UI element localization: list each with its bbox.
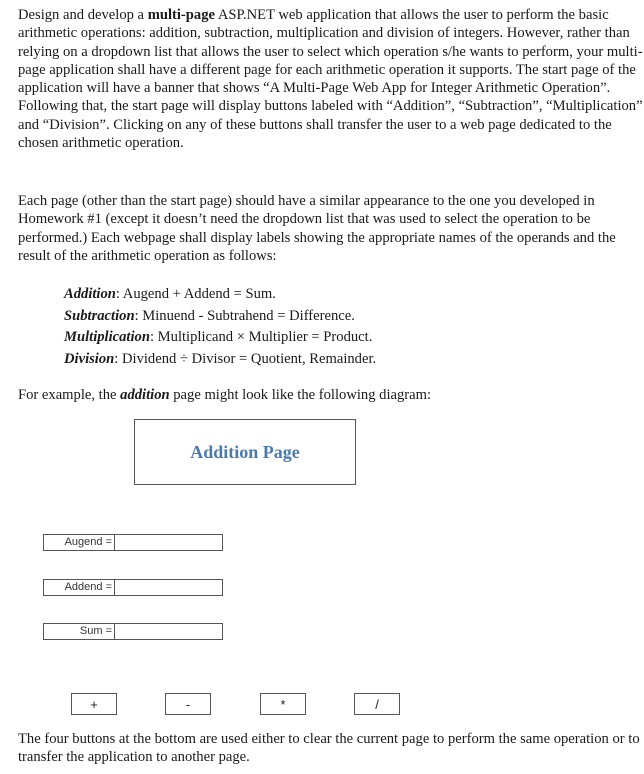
subtract-button: - — [165, 693, 211, 715]
add-button: + — [71, 693, 117, 715]
example-text-start: For example, the — [18, 387, 121, 403]
formula-addition — [64, 284, 376, 306]
intro-paragraph — [18, 6, 644, 152]
formula-multiplication-name: Multiplication — [64, 329, 150, 345]
formula-addition-name: Addition — [64, 286, 116, 302]
example-emphasis: addition — [120, 387, 170, 403]
intro-text-rest: ASP.NET web application that allows the user to perform the basic arithmetic operations: addition, subtraction, multiplication and division of integers. However, rather than relying on a dropdown list that allows the user to select which operation s/he wants to perform, your multi-page application shall have a different page for each arithmetic operation it supports. The start page of the application will have a banner that shows “A Multi-Page Web App for Integer Arithmetic Operation”. Following that, the start page will display buttons labeled with “Addition”, “Subtraction”, “Multiplication” and “Division”. Clicking on any of these buttons shall transfer the user to a web page dedicated to the chosen arithmetic operation. — [18, 7, 643, 152]
formula-list — [64, 284, 376, 370]
addend-label: Addend = — [44, 580, 115, 595]
formula-division-text: : Dividend ÷ Divisor = Quotient, Remainder. — [114, 350, 377, 367]
intro-text-start: Design and develop a — [18, 7, 148, 23]
formula-multiplication-text: : Multiplicand × Multiplier = Product. — [149, 329, 373, 345]
formula-division-name: Division — [64, 350, 115, 367]
augend-input — [115, 535, 222, 550]
sum-output — [115, 624, 222, 639]
addend-input — [115, 580, 222, 595]
augend-field — [43, 534, 223, 551]
diagram-banner-title: Addition Page — [190, 441, 300, 462]
formula-multiplication — [64, 327, 376, 349]
intro-emphasis: multi-page — [147, 7, 215, 23]
formula-subtraction-name: Subtraction — [64, 307, 135, 324]
formula-subtraction — [64, 306, 376, 328]
formula-division — [64, 349, 376, 371]
formula-addition-text: : Augend + Addend = Sum. — [115, 286, 276, 302]
divide-button: / — [354, 693, 400, 715]
diagram-banner — [134, 419, 356, 485]
addend-field — [43, 579, 223, 596]
formula-subtraction-text: : Minuend - Subtrahend = Difference. — [134, 307, 355, 324]
multiply-button: * — [260, 693, 306, 715]
closing-paragraph: The four buttons at the bottom are used either to clear the current page to perform the same operation or to transfer the application to another page. — [18, 731, 640, 766]
augend-label: Augend = — [44, 535, 115, 550]
sum-field — [43, 623, 223, 640]
example-paragraph — [18, 386, 644, 404]
sum-label: Sum = — [44, 624, 115, 639]
requirements-paragraph: Each page (other than the start page) should have a similar appearance to the one you developed in Homework #1 (except it doesn’t need the dropdown list that was used to select the operation to be performed.) Each webpage shall display labels showing the appropriate names of the operands and the result of the arithmetic operation as follows: — [18, 193, 616, 264]
example-text-rest: page might look like the following diagram: — [169, 387, 432, 403]
